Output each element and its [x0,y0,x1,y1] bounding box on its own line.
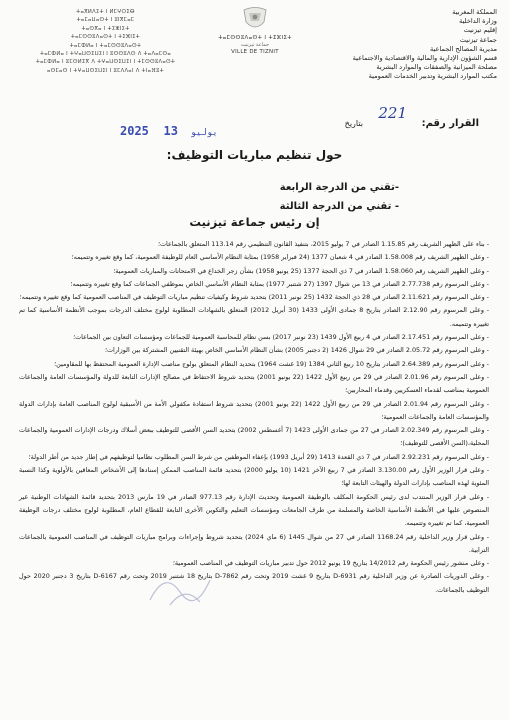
logo-tifinagh: ⵜⴰⵎⵙⵙⵓⴷⴰⵙⵜ ⵏ ⵜⵉⵣⵏⵉⵜ [218,35,292,41]
positions-list [179,178,399,216]
header-right-line: مصلحة الميزانية والصفقات والموارد البشرية [376,63,497,72]
decision-label: القرار رقم: [421,118,479,129]
header-right-line: إقليم تيزنيت [463,26,497,35]
header-right-line: جماعة تيزنيت [459,35,497,44]
header-left-line: ⵜⴰⵙⴳⴰ ⵏ ⵜⵉⵣⵏⵉⵜ [81,25,130,32]
header-left-line: ⵜⴰⵎⵀⵍⴰ ⵏ ⵜⴰⵎⵙⵙⵓⴷⴰⵙⵜ [69,42,142,49]
logo-latin: VILLE DE TIZNIT [231,49,279,55]
logo-arabic: جماعة تيزنيت [240,42,270,48]
header-left-line: ⵜⴰⵎⵀⵍⴰ ⵏ ⵜⵖⴰⵡⵙⵉⵡⵉⵏ ⵏ ⵓⵙⵙⵓⴷⵙ ⴷ ⵜⴰⴷⴰⵎⵙⴰ [39,51,172,58]
header-left-line: ⴰⵙⵎⴰⵙ ⵏ ⵜⵖⴰⵡⵙⵉⵡⵉⵏ ⵏ ⵓⵎⴷⴷⴰⵏ ⴷ ⵜⵏⴰⴼⵓⵜ [46,67,164,74]
legal-paragraph: - وعلى المرسوم رقم 2.92.231 الصادر في 7 ذي القعدة 1413 (29 أبريل 1993) بإعفاء الموظفين من شرط السن المطلوب نظاميا لتوظيفهم في إطار جديد من أطر الدولة؛ [28,452,489,461]
header-left-line: ⵜⴰⴳⵍⴷⵉⵜ ⵏ ⵍⵎⵖⵔⵉⴱ [76,9,135,15]
legal-paragraph: - وعلى المرسوم رقم 2.64.389 الصادر بتاريخ 10 ربيع الثاني 1384 (19 غشت 1964) بتحديد النظام المتعلق بولوج مناصب الإدارة العمومية المحتفظ بها للمقاومين؛ [54,359,489,368]
president-heading: إن رئيس جماعة تيزنيت [189,215,320,229]
legal-paragraph: - وعلى الظهير الشريف رقم 1.58.060 الصادر في 7 ذي الحجة 1377 (25 يونيو 1958) بشأن زجر الخداع في الامتحانات والمباريات العمومية؛ [113,266,489,275]
legal-paragraph: - وعلى المرسوم رقم 2.01.96 الصادر في 29 من ربيع الأول 1422 (22 يونيو 2001) بتحديد شروط الاحتفاظ في مصالح الإدارات التابعة للدولة والمؤسسات العامة والجماعات العمومية بمناصب لقدماء العسكريين وقدماء المحاربين؛ [19,372,489,395]
legal-paragraph: - وعلى قرار وزير الداخلية رقم 1168.24 الصادر في 27 من شوال 1445 (6 ماي 2024) بتحديد شروط وإجراءات وبرامج مباريات التوظيف في المناصب العمومية بالجماعات الترابية. [19,532,489,554]
stamp-year: 2025 [120,124,149,138]
faint-signature-mark [140,550,230,620]
header-left-tifinagh [18,8,193,75]
header-right-line: المملكة المغربية [452,8,497,16]
municipality-logo [215,4,295,55]
header-left-line: ⵜⴰⵎⵀⵍⴰ ⵏ ⵓⵎⵙⵍⵉⴳ ⴷ ⵜⵖⴰⵡⵙⵉⵡⵉⵏ ⵏ ⵜⵎⵙⵙⵓⴷⴰⵙⵜ [35,59,176,66]
legal-paragraph: - وعلى المرسوم رقم 2.77.738 الصادر في 13 من شوال 1397 (27 شتنبر 1977) بمثابة النظام الأساسي الخاص بموظفي الجماعات كما وقع تغييره وتتميمه؛ [70,279,489,288]
legal-paragraph: - وعلى المرسوم رقم 2.01.94 الصادر في 29 من ربيع الأول 1422 (22 يونيو 2001) بتحديد شروط استفادة مكفولي الأمة من الأسبقية لولوج المناصب العامة بإدارات الدولة والمؤسسات العامة والجماعات العمومية؛ [19,399,489,421]
header-left-line: ⵜⴰⵎⵙⵙⵓⴷⴰⵙⵜ ⵏ ⵜⵉⵣⵏⵉⵜ [70,34,141,41]
legal-paragraph: - وعلى الدوريات الصادرة عن وزير الداخلية رقم D-6931 بتاريخ 9 غشت 2019 وتحت رقم D-7862 بتاريخ 18 شتنبر 2019 وتحت رقم D-6167 بتاريخ 3 دجنبر 2020 حول التوظيف بالجماعات. [19,572,489,594]
legal-paragraph: - وعلى المرسوم رقم 2.12.90 الصادر بتاريخ 8 جمادى الأولى 1433 (30 أبريل 2012) المتعلق بالشهادات المطلوبة لولوج مختلف الدرجات بموجب الأنظمة الأساسية كما تم تغييره وتتميمه. [19,306,489,328]
position-item: -تقني من الدرجة الرابعة [279,182,399,193]
legal-basis-text [19,238,489,597]
legal-paragraph: - وعلى المرسوم رقم 2.05.72 الصادر في 29 شوال 1426 (2 دجنبر 2005) بشأن النظام الأساسي الخاص بهيئة التقنيين المشتركة بين الوزارات؛ [104,346,489,355]
legal-paragraph: - وعلى المرسوم رقم 2.17.451 الصادر في 4 ربيع الأول 1439 (23 نونبر 2017) بسن نظام للمحاسبة العمومية للجماعات ومؤسسات التعاون بين الجماعات؛ [73,333,489,342]
stamp-day: 13 [163,124,178,138]
decision-number: 221 [378,104,407,122]
stamp-month: يوليو [190,128,218,138]
legal-paragraph: - بناء على الظهير الشريف رقم 1.15.85 الصادر في 7 يوليو 2015، بتنفيذ القانون التنظيمي رقم 113.14 المتعلق بالجماعات؛ [158,240,489,248]
document-title: حول تنظيم مباريات التوظيف: [166,148,343,162]
decision-date-label: بتاريخ [344,119,363,128]
date-stamp [120,120,218,139]
legal-paragraph: - وعلى المرسوم رقم 2.02.349 الصادر في 27 من جمادى الأولى 1423 (7 أغسطس 2002) بتحديد السن الأقصى للتوظيف ببعض أسلاك ودرجات الإدارات العمومية والجماعات المحلية،(السن الأقصى للتوظيف)؛ [19,426,490,448]
position-item: - تقني من الدرجة الثالثة [279,201,399,212]
legal-paragraph: - وعلى الظهير الشريف رقم 1.58.008 الصادر في 4 شعبان 1377 (24 فبراير 1958) بمثابة النظام الأساسي العام للوظيفة العمومية، كما وقع تغييره وتتميمه؛ [71,253,489,262]
header-right-line: مديرية المصالح الجماعية [429,44,497,53]
header-right-line: مكتب الموارد البشرية وتدبير الخدمات العمومية [368,72,497,81]
tiznit-emblem-icon [240,4,270,34]
legal-paragraph: - وعلى منشور رئيس الحكومة رقم 14/2012 بتاريخ 19 يونيو 2012 حول تدبير مباريات التوظيف في المناصب العمومية؛ [172,559,489,568]
header-right-line: وزارة الداخلية [459,17,497,26]
legal-paragraph: - وعلى قرار الوزير الأول رقم 3.130.00 الصادر في 7 ربيع الآخر 1421 (10 يوليو 2000) بتحديد قائمة المناصب الممكن إسنادها إلى الأشخاص المعاقين بالأولوية وكذا النسبة المئوية لهذه المناصب بإدارات الدولة والهيئات التابعة لها؛ [19,466,489,488]
legal-paragraph: - وعلى قرار الوزير المنتدب لدى رئيس الحكومة المكلف بالوظيفة العمومية وتحديث الإدارة رقم 977.13 الصادر في 19 مارس 2013 بتحديد قائمة الشهادات الوطنية غير المنصوص عليها في الأنظمة الأساسية الخاصة والمسلمة من طرف الجامعات ومؤسسات التعليم والتكوين الأخرى التابعة للقطاع العام، المطلوبة لولوج مختلف درجات الوظيفة العمومية، كما تم تغييره وتتميمه. [19,492,489,528]
legal-paragraph: - وعلى المرسوم رقم 2.11.621 الصادر في 28 ذي الحجة 1432 (25 نونبر 2011) بتحديد شروط وكيفيات تنظيم مباريات التوظيف في المناصب العمومية كما وقع تغييره وتتميمه؛ [19,293,489,302]
header-right-arabic [307,8,497,82]
header-right-line: قسم الشؤون الإدارية والمالية والاقتصادية والاجتماعية [352,54,497,63]
header-left-line: ⵜⴰⵎⴰⵡⴰⵙⵜ ⵏ ⵓⵏⴳⵎⴰⵎ [76,17,135,24]
